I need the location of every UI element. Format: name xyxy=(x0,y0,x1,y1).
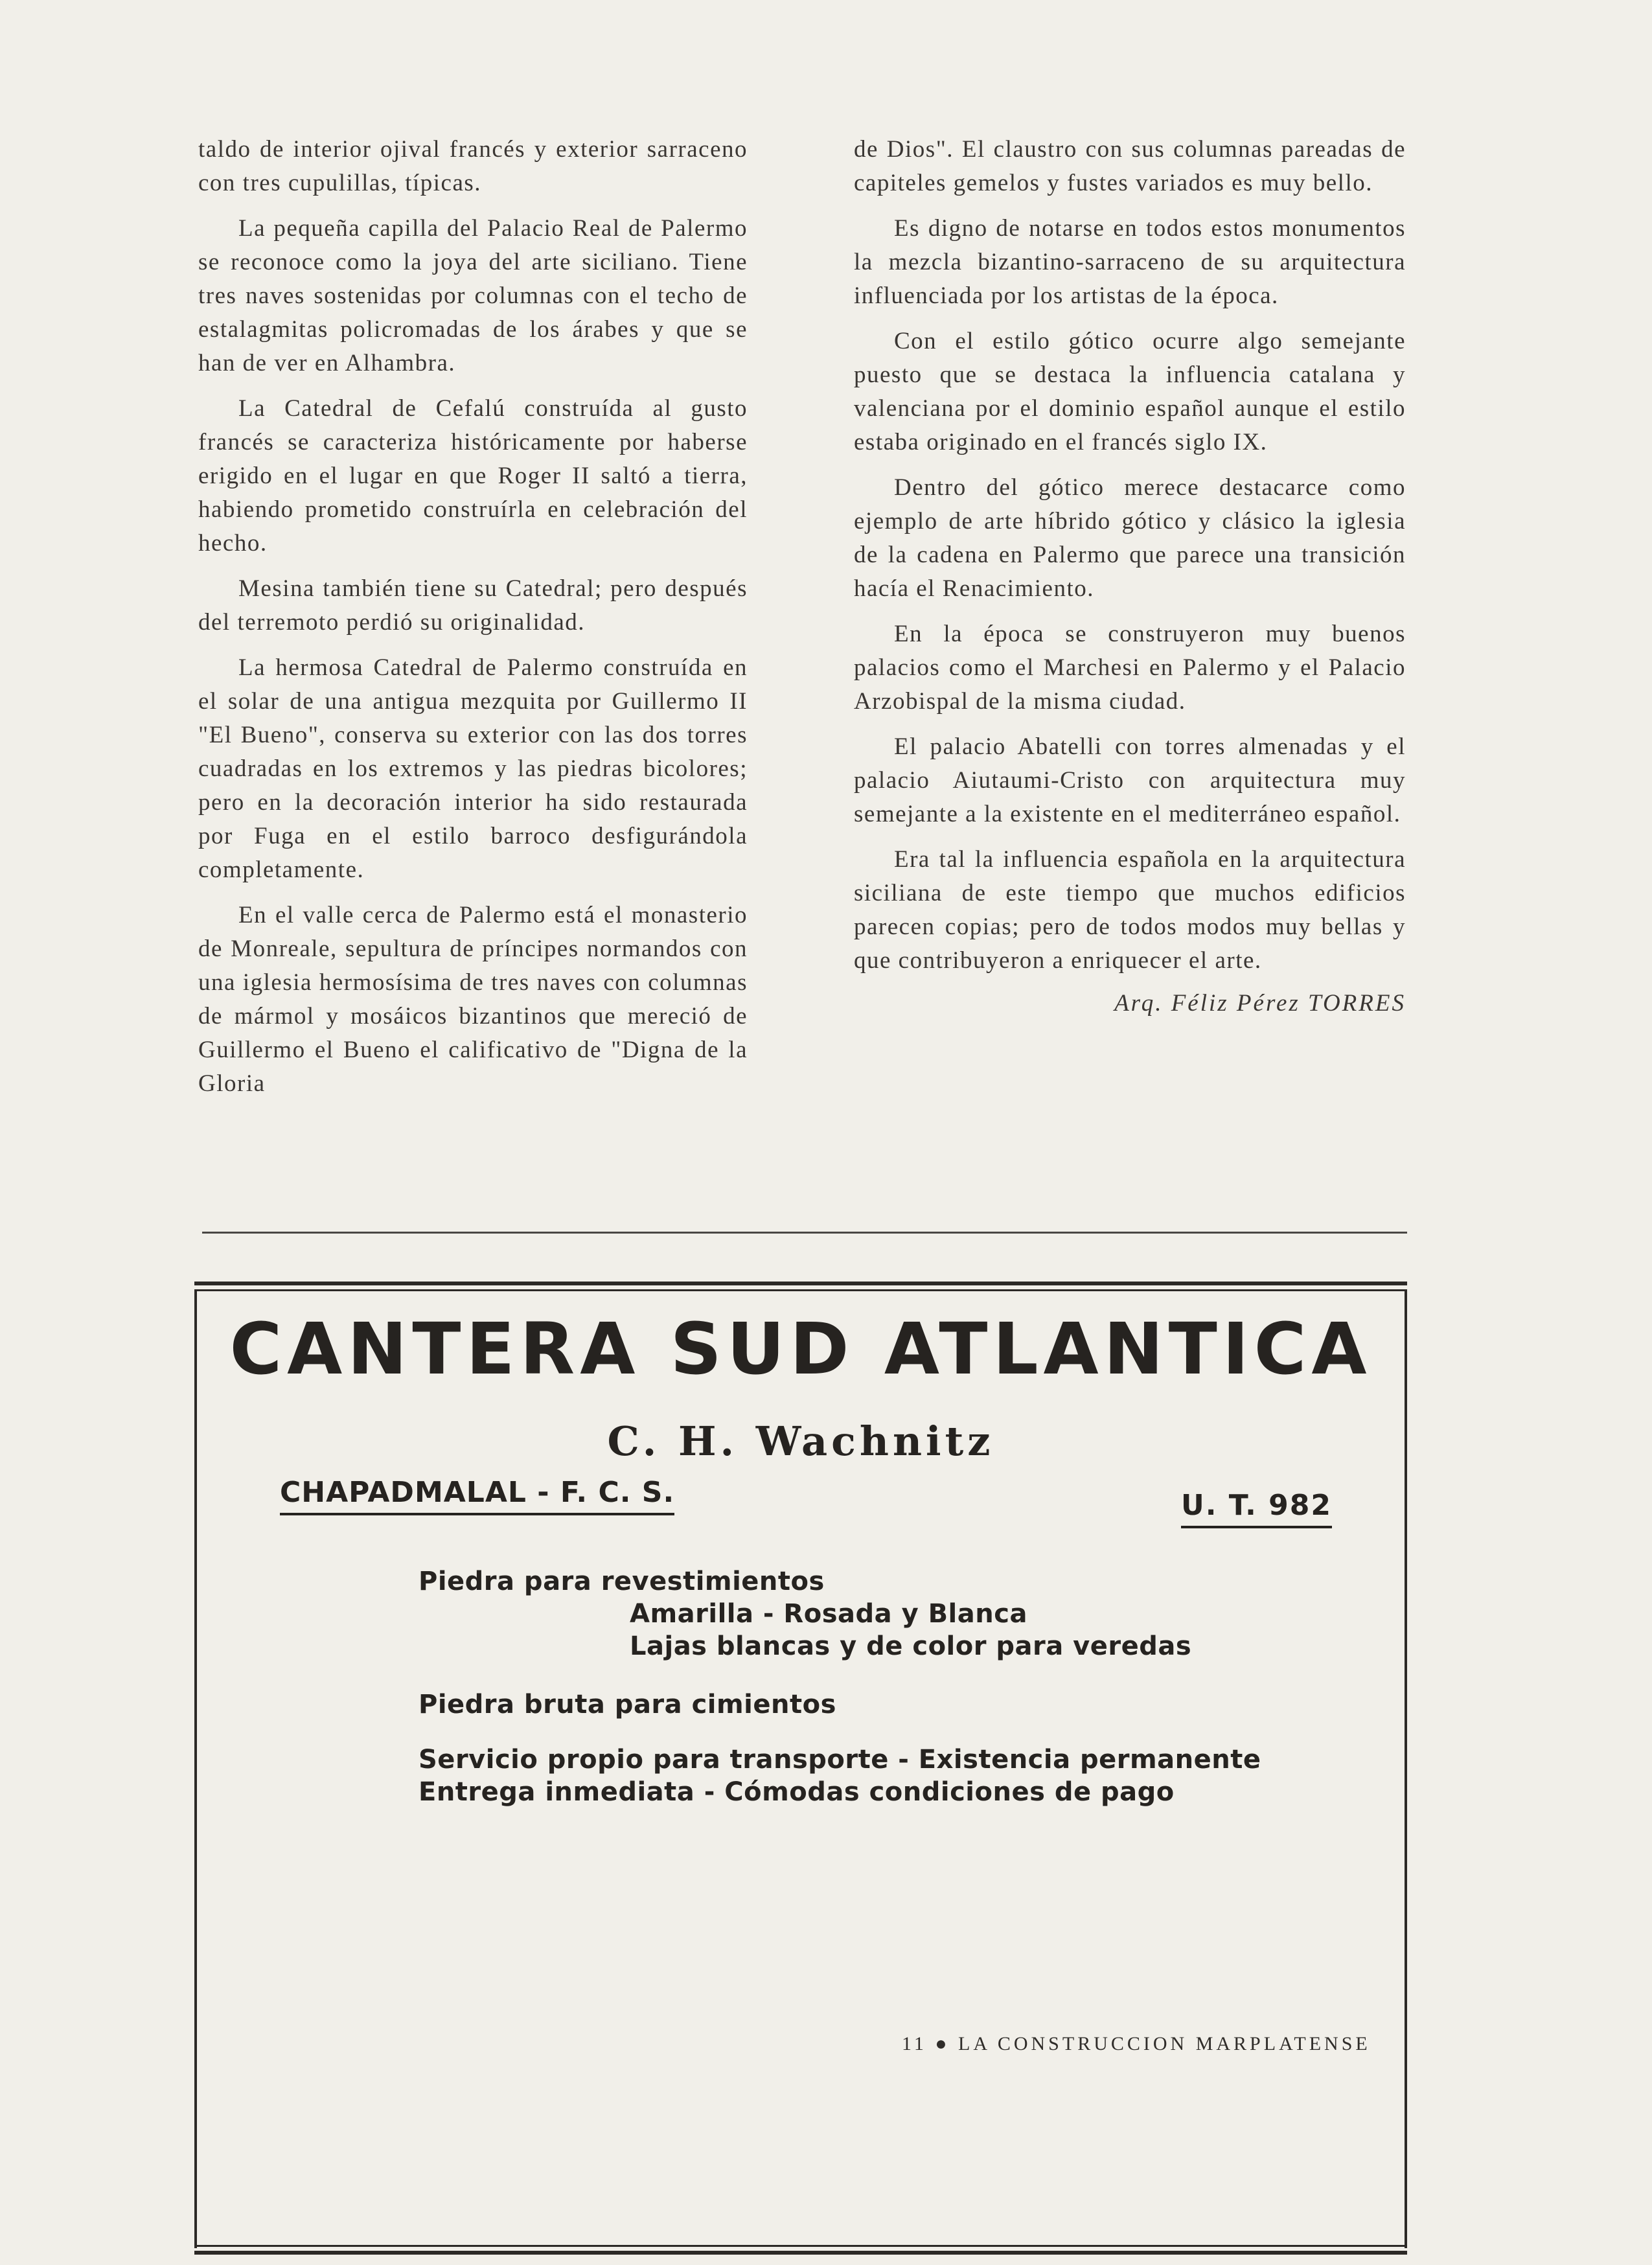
author-signature: Arq. Féliz Pérez TORRES xyxy=(1114,990,1406,1017)
ad-location: CHAPADMALAL - F. C. S. xyxy=(280,1476,674,1515)
page-footer: 11 ● LA CONSTRUCCION MARPLATENSE xyxy=(902,2033,1371,2054)
paragraph: Mesina también tiene su Catedral; pero después del terremoto perdió su originalidad. xyxy=(198,575,748,636)
ad-line: Lajas blancas y de color para veredas xyxy=(630,1631,1192,1661)
paragraph: Con el estilo gótico ocurre algo semejante puesto que se destaca la influencia catalana y valenciana por el dominio español aunque el estilo estaba originado en el francés siglo IX. xyxy=(854,328,1406,455)
ad-border-top-inner xyxy=(194,1289,1407,1291)
paragraph: En la época se construyeron muy buenos palacios como el Marchesi en Palermo y el Palacio Arzobispal de la misma ciudad. xyxy=(854,621,1406,715)
ad-telephone: U. T. 982 xyxy=(1181,1489,1332,1528)
article-right-column xyxy=(854,133,1406,1020)
advertisement-box xyxy=(194,1282,1407,2265)
ad-line: Piedra para revestimientos xyxy=(419,1567,825,1596)
paragraph: taldo de interior ojival francés y exterior sarraceno con tres cupulillas, típicas. xyxy=(198,136,748,196)
paragraph: de Dios". El claustro con sus columnas pareadas de capiteles gemelos y fustes variados es muy bello. xyxy=(854,136,1406,196)
ad-line: Piedra bruta para cimientos xyxy=(419,1690,836,1719)
ad-border-top xyxy=(194,1282,1407,1285)
paragraph: Dentro del gótico merece destacarce como ejemplo de arte híbrido gótico y clásico la iglesia de la cadena en Palermo que parece una transición hacía el Renacimiento. xyxy=(854,474,1406,602)
paragraph: Era tal la influencia española en la arquitectura siciliana de este tiempo que muchos edificios parecen copias; pero de todos modos muy bellas y que contribuyeron a enriquecer el arte. xyxy=(854,846,1406,974)
ad-line: Entrega inmediata - Cómodas condiciones de pago xyxy=(419,1777,1175,1807)
paragraph: La Catedral de Cefalú construída al gusto francés se caracteriza históricamente por haberse erigido en el lugar en que Roger II saltó a tierra, habiendo prometido construírla en celebración del hecho. xyxy=(198,395,748,557)
ad-line: Amarilla - Rosada y Blanca xyxy=(630,1599,1027,1629)
ad-border-bottom-inner xyxy=(194,2245,1407,2247)
section-divider xyxy=(202,1232,1407,1234)
ad-title: CANTERA SUD ATLANTICA xyxy=(229,1307,1372,1390)
paragraph: En el valle cerca de Palermo está el monasterio de Monreale, sepultura de príncipes normandos con una iglesia hermosísima de tres naves con columnas de mármol y mosáicos bizantinos que mereció de Guillermo el Bueno el calificativo de "Digna de la Gloria xyxy=(198,902,748,1097)
article-left-column xyxy=(198,133,748,1112)
ad-line: Servicio propio para transporte - Existencia permanente xyxy=(419,1745,1261,1775)
paragraph: Es digno de notarse en todos estos monumentos la mezcla bizantino-sarraceno de su arquitectura influenciada por los artistas de la época. xyxy=(854,215,1406,309)
ad-owner: C. H. Wachnitz xyxy=(607,1418,994,1465)
paragraph: La hermosa Catedral de Palermo construída en el solar de una antigua mezquita por Guillermo II "El Bueno", conserva su exterior con las dos torres cuadradas en los extremos y las piedras bicolores; pero en la decoración interior ha sido restaurada por Fuga en el estilo barroco desfigurándola completamente. xyxy=(198,654,748,883)
paragraph: La pequeña capilla del Palacio Real de Palermo se reconoce como la joya del arte siciliano. Tiene tres naves sostenidas por columnas con el techo de estalagmitas policromadas de los árabes y que se han de ver en Alhambra. xyxy=(198,215,748,376)
ad-border-bottom xyxy=(194,2251,1407,2255)
paragraph: El palacio Abatelli con torres almenadas y el palacio Aiutaumi-Cristo con arquitectura muy semejante a la existente en el mediterráneo español. xyxy=(854,733,1406,827)
